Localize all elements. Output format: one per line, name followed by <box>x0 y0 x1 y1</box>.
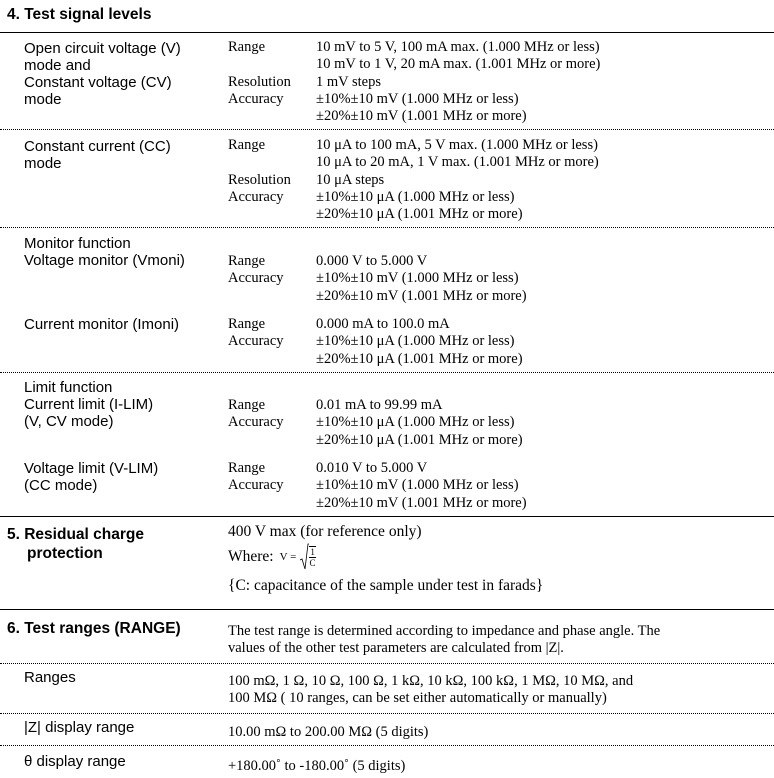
residual-line1: 400 V max (for reference only) <box>228 523 422 540</box>
imoni-labels <box>228 316 284 351</box>
cc-item-line: mode <box>24 155 62 172</box>
value: 10 μA to 100 mA, 5 V max. (1.000 MHz or less) <box>316 137 598 153</box>
ranges-line: 100 MΩ ( 10 ranges, can be set either automatically or manually) <box>228 690 607 707</box>
cc-labels <box>228 137 291 206</box>
divider <box>0 227 774 228</box>
value: 0.010 V to 5.000 V <box>316 460 428 476</box>
value: 1 mV steps <box>316 73 381 90</box>
value: 0.000 V to 5.000 V <box>316 253 428 269</box>
label: Range <box>228 460 266 476</box>
divider <box>0 516 774 517</box>
z-display-value: 10.00 mΩ to 200.00 MΩ (5 digits) <box>228 724 429 740</box>
vlim-item <box>24 460 158 494</box>
theta-display-label: θ display range <box>24 753 126 770</box>
divider <box>0 663 774 664</box>
theta-display-value: +180.00˚ to -180.00˚ (5 digits) <box>228 758 406 774</box>
section-6-title: 6. Test ranges (RANGE) <box>7 620 181 637</box>
desc-line: The test range is determined according to impedance and phase angle. The <box>228 623 661 639</box>
vlim-values <box>316 460 527 512</box>
value: ±20%±10 mV (1.001 MHz or more) <box>316 494 527 511</box>
value: ±20%±10 μA (1.001 MHz or more) <box>316 431 523 448</box>
section-5-title <box>7 525 144 563</box>
ov-item-line: Constant voltage (CV) <box>24 74 172 91</box>
ov-item <box>24 40 181 108</box>
label: Accuracy <box>228 414 284 431</box>
imoni-item <box>24 316 179 333</box>
ilim-labels <box>228 397 284 432</box>
value: ±10%±10 μA (1.000 MHz or less) <box>316 188 515 205</box>
divider <box>0 609 774 610</box>
desc-line: values of the other test parameters are calculated from |Z|. <box>228 640 564 657</box>
formula-row <box>228 542 316 572</box>
divider <box>0 32 774 33</box>
label: Range <box>228 253 266 269</box>
vlim-item-line: (CC mode) <box>24 477 98 494</box>
z-display-label: |Z| display range <box>24 719 135 736</box>
ov-item-line: mode and <box>24 57 91 74</box>
label <box>228 154 291 171</box>
divider <box>0 745 774 746</box>
value: ±20%±10 μA (1.001 MHz or more) <box>316 206 523 223</box>
formula-lhs: V = <box>279 551 297 563</box>
ov-labels <box>228 39 291 108</box>
value: ±10%±10 mV (1.000 MHz or less) <box>316 477 519 494</box>
label: Accuracy <box>228 90 284 107</box>
ranges-line: 100 mΩ, 1 Ω, 10 Ω, 100 Ω, 1 kΩ, 10 kΩ, 100 kΩ, 1 MΩ, 10 MΩ, and <box>228 673 634 689</box>
cc-item <box>24 138 171 172</box>
ov-item-line: Open circuit voltage (V) <box>24 40 181 57</box>
ov-values <box>316 39 600 125</box>
vmoni-values <box>316 253 527 305</box>
ov-item-line: mode <box>24 91 62 108</box>
label: Accuracy <box>228 270 284 287</box>
label: Accuracy <box>228 188 284 205</box>
label: Resolution <box>228 73 291 90</box>
ilim-item-line: Limit function <box>24 379 113 396</box>
value: 0.000 mA to 100.0 mA <box>316 316 450 332</box>
label: Resolution <box>228 171 291 188</box>
where-label: Where: <box>228 548 274 565</box>
vmoni-labels <box>228 253 284 288</box>
value: ±10%±10 μA (1.000 MHz or less) <box>316 333 515 350</box>
label: Range <box>228 397 266 413</box>
cc-values <box>316 137 599 223</box>
vlim-labels <box>228 460 284 495</box>
ilim-item <box>24 379 153 430</box>
range-desc <box>228 623 660 658</box>
vlim-item-line: Voltage limit (V-LIM) <box>24 460 159 477</box>
value: ±10%±10 μA (1.000 MHz or less) <box>316 414 515 431</box>
vmoni-item-line: Monitor function <box>24 235 131 252</box>
value: 10 μA to 20 mA, 1 V max. (1.001 MHz or more) <box>316 154 599 171</box>
value: ±20%±10 mV (1.001 MHz or more) <box>316 108 527 125</box>
label: Accuracy <box>228 333 284 350</box>
section-4-title: 4. Test signal levels <box>7 6 152 23</box>
formula-den: C <box>309 557 316 568</box>
imoni-values <box>316 316 523 368</box>
divider <box>0 713 774 714</box>
section-5-title-line: protection <box>27 545 103 562</box>
sqrt-symbol-icon <box>299 543 309 571</box>
ilim-item-line: Current limit (I-LIM) <box>24 396 154 413</box>
value: 0.01 mA to 99.99 mA <box>316 397 443 413</box>
ranges-value <box>228 673 633 708</box>
vmoni-item <box>24 235 185 269</box>
formula-fraction <box>309 546 316 568</box>
label: Range <box>228 137 266 153</box>
formula-sqrt <box>299 543 316 571</box>
label <box>228 56 291 73</box>
value: 10 mV to 5 V, 100 mA max. (1.000 MHz or less) <box>316 39 600 55</box>
vmoni-item-line: Voltage monitor (Vmoni) <box>24 252 185 269</box>
ilim-values <box>316 397 523 449</box>
ilim-item-line: (V, CV mode) <box>24 413 114 430</box>
value: ±20%±10 μA (1.001 MHz or more) <box>316 350 523 367</box>
value: ±10%±10 mV (1.000 MHz or less) <box>316 270 519 287</box>
residual-note: {C: capacitance of the sample under test in farads} <box>228 577 544 594</box>
divider <box>0 129 774 130</box>
formula-num: 1 <box>310 546 315 557</box>
divider <box>0 372 774 373</box>
label: Range <box>228 39 266 55</box>
imoni-item-line: Current monitor (Imoni) <box>24 316 180 333</box>
value: 10 μA steps <box>316 171 385 188</box>
ranges-label: Ranges <box>24 669 76 686</box>
value: ±20%±10 mV (1.001 MHz or more) <box>316 287 527 304</box>
section-5-title-line: 5. Residual charge <box>7 526 144 543</box>
cc-item-line: Constant current (CC) <box>24 138 171 155</box>
label: Range <box>228 316 266 332</box>
value: ±10%±10 mV (1.000 MHz or less) <box>316 90 519 107</box>
value: 10 mV to 1 V, 20 mA max. (1.001 MHz or more) <box>316 56 601 73</box>
label: Accuracy <box>228 477 284 494</box>
